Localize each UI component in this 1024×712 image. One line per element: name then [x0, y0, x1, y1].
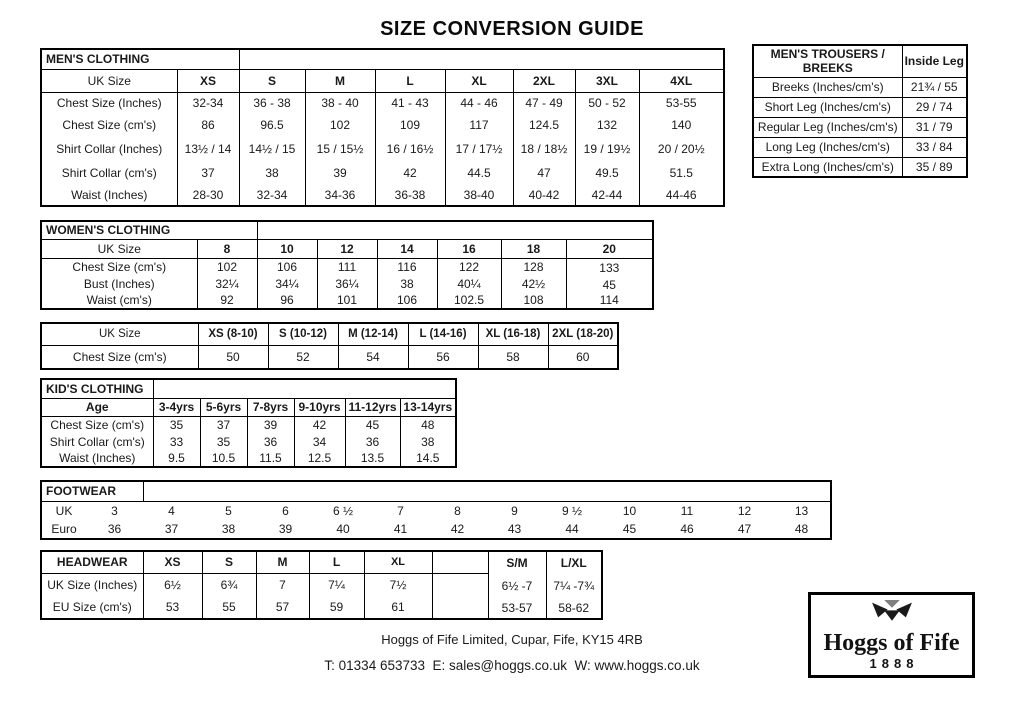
- row-label: UK Size: [41, 239, 197, 258]
- cell-value: 12.5: [294, 450, 345, 467]
- womens-letter-sizes-table: [40, 322, 619, 370]
- cell-value: 37: [177, 162, 239, 184]
- cell-value: L: [309, 551, 364, 573]
- cell-value: 32¼: [197, 275, 257, 292]
- cell-value: 44-46: [639, 184, 724, 206]
- cell-value: 40¼: [437, 275, 501, 292]
- row-label: Shirt Collar (cm's): [61, 166, 157, 180]
- cell-value: 41: [393, 522, 408, 536]
- cell-value: 101: [317, 292, 377, 309]
- cell-value: 96.5: [239, 114, 305, 136]
- cell-value: 38-40: [445, 184, 513, 206]
- cell-value: 10: [622, 503, 637, 518]
- cell-value: 92: [197, 292, 257, 309]
- cell-value: 109: [375, 114, 445, 136]
- cell-value: 55: [202, 596, 256, 619]
- cell-value: [432, 573, 488, 596]
- row-label: Shirt Collar (cm's): [49, 434, 145, 449]
- cell-value: 102: [197, 258, 257, 275]
- cell-value: 34-36: [305, 184, 375, 206]
- cell-value: 14½ / 15: [239, 136, 305, 162]
- cell-value: 7¼: [309, 573, 364, 596]
- row-label: Regular Leg (Inches/cm's): [753, 117, 902, 137]
- cell-value: 36: [247, 433, 294, 450]
- cell-value: 7½: [364, 573, 432, 596]
- cell-value: L (14-16): [408, 323, 478, 345]
- row-label: Chest Size (cm's): [72, 349, 167, 364]
- row-label: Breeks (Inches/cm's): [753, 77, 902, 97]
- cell-value: 18 / 18½: [513, 136, 575, 162]
- kids-clothing-table: [40, 378, 457, 468]
- cell-value: 6 ½: [332, 503, 353, 518]
- cell-value: 10: [257, 239, 317, 258]
- cell-value: L/XL: [546, 551, 602, 573]
- hoggs-crest-icon: [866, 600, 918, 626]
- cell-value: 32-34: [239, 184, 305, 206]
- cell-value: 12: [737, 503, 752, 518]
- cell-value: 35 / 89: [902, 157, 967, 177]
- cell-value: 49.5: [575, 162, 639, 184]
- row-label: UK Size (Inches): [47, 577, 138, 592]
- cell-value: 37: [200, 416, 247, 433]
- cell-value: 9 ½: [561, 503, 582, 518]
- cell-value: 42: [294, 416, 345, 433]
- cell-value: 86: [177, 114, 239, 136]
- logo-name: Hoggs of Fife: [823, 630, 960, 656]
- cell-value: 44.5: [445, 162, 513, 184]
- cell-value: 42-44: [575, 184, 639, 206]
- cell-value: 6¾: [202, 573, 256, 596]
- cell-value: 19 / 19½: [575, 136, 639, 162]
- cell-value: 59: [309, 596, 364, 619]
- cell-value: 7: [397, 503, 404, 518]
- row-label: Bust (Inches): [83, 276, 155, 291]
- cell-value: 52: [268, 345, 338, 369]
- cell-value: S/M: [488, 551, 546, 573]
- cell-value: 11-12yrs: [345, 398, 400, 416]
- cell-value: 51.5: [639, 162, 724, 184]
- cell-value: 18: [501, 239, 566, 258]
- cell-value: 53-55: [639, 92, 724, 114]
- cell-value: 47 - 49: [513, 92, 575, 114]
- cell-value: 8: [197, 239, 257, 258]
- cell-value: 58-62: [546, 596, 602, 619]
- row-label: Shirt Collar (Inches): [56, 142, 163, 156]
- cell-value: 45: [622, 522, 637, 536]
- cell-value: 46: [680, 522, 694, 536]
- cell-value: 53-57: [488, 596, 546, 619]
- cell-value: 3: [111, 503, 118, 518]
- cell-value: 5: [225, 503, 232, 518]
- cell-value: 17 / 17½: [445, 136, 513, 162]
- cell-value: 114: [566, 292, 653, 309]
- cell-value: 13½ / 14: [177, 136, 239, 162]
- title-filler: [239, 49, 724, 69]
- cell-value: 13.5: [345, 450, 400, 467]
- cell-value: 47: [513, 162, 575, 184]
- cell-value: 58: [478, 345, 548, 369]
- cell-value: [432, 596, 488, 619]
- row-label: HEADWEAR: [41, 551, 143, 573]
- cell-value: 7: [256, 573, 309, 596]
- row-label: Waist (Inches): [71, 187, 148, 202]
- cell-value: 12: [317, 239, 377, 258]
- cell-value: 128: [501, 258, 566, 275]
- cell-value: 2XL: [513, 69, 575, 92]
- row-label: Long Leg (Inches/cm's): [753, 137, 902, 157]
- cell-value: 42: [450, 522, 465, 536]
- cell-value: 40-42: [513, 184, 575, 206]
- cell-value: [432, 551, 488, 573]
- cell-value: 47: [737, 522, 752, 536]
- cell-value: 61: [364, 596, 432, 619]
- cell-value: 57: [256, 596, 309, 619]
- cell-value: 35: [153, 416, 200, 433]
- row-label: Chest Size (Inches): [56, 96, 162, 111]
- row-label: EU Size (cm's): [52, 600, 132, 614]
- cell-value: 34¼: [257, 275, 317, 292]
- cell-value: 96: [257, 292, 317, 309]
- cell-value: 38: [400, 433, 456, 450]
- cell-value: 33: [153, 433, 200, 450]
- cell-value: XS: [177, 69, 239, 92]
- cell-value: 38 - 40: [305, 92, 375, 114]
- cell-value: 132: [575, 114, 639, 136]
- cell-value: 11: [680, 503, 694, 518]
- cell-value: 102: [305, 114, 375, 136]
- cell-value: 44 - 46: [445, 92, 513, 114]
- row-label: UK Size: [41, 323, 198, 345]
- cell-value: 106: [257, 258, 317, 275]
- cell-value: 48: [794, 522, 809, 536]
- cell-value: XL: [445, 69, 513, 92]
- row-label: MEN'S TROUSERS / BREEKS: [753, 45, 902, 77]
- title-filler: [143, 481, 831, 501]
- cell-value: 117: [445, 114, 513, 136]
- cell-value: 20 / 20½: [639, 136, 724, 162]
- footwear-title: FOOTWEAR: [41, 481, 143, 501]
- row-label: Chest Size (cm's): [62, 118, 157, 132]
- cell-value: 14: [377, 239, 437, 258]
- row-label: Euro: [51, 522, 77, 536]
- cell-value: 38: [221, 522, 236, 536]
- cell-value: 4: [168, 503, 175, 518]
- cell-value: S: [202, 551, 256, 573]
- page-title: SIZE CONVERSION GUIDE: [380, 18, 644, 40]
- row-label: Waist (Inches): [59, 451, 136, 465]
- cell-value: 122: [437, 258, 501, 275]
- cell-value: 35: [200, 433, 247, 450]
- cell-value: 50: [198, 345, 268, 369]
- cell-value: M: [256, 551, 309, 573]
- cell-value: 39: [278, 522, 293, 536]
- cell-value: 111: [317, 258, 377, 275]
- womens-clothing-title: WOMEN'S CLOTHING: [41, 221, 257, 239]
- cell-value: 108: [501, 292, 566, 309]
- cell-value: Inside Leg: [902, 45, 967, 77]
- hoggs-of-fife-logo: [808, 592, 975, 678]
- row-label: Extra Long (Inches/cm's): [753, 157, 902, 177]
- cell-value: 44: [565, 522, 579, 536]
- footwear-table: [40, 480, 832, 540]
- cell-value: 4XL: [639, 69, 724, 92]
- cell-value: 40: [336, 522, 350, 536]
- cell-value: 106: [377, 292, 437, 309]
- cell-value: 54: [338, 345, 408, 369]
- cell-value: 45: [345, 416, 400, 433]
- cell-value: 36: [107, 522, 122, 536]
- cell-value: 34: [294, 433, 345, 450]
- cell-value: 60: [548, 345, 618, 369]
- cell-value: 9.5: [153, 450, 200, 467]
- cell-value: XS: [143, 551, 202, 573]
- cell-value: XL: [364, 551, 432, 573]
- cell-value: 13: [794, 503, 809, 518]
- row-label: Chest Size (cm's): [72, 259, 167, 274]
- cell-value: 10.5: [200, 450, 247, 467]
- row-label: Age: [41, 398, 153, 416]
- cell-value: 11.5: [247, 450, 294, 467]
- cell-value: 53: [143, 596, 202, 619]
- cell-value: 116: [377, 258, 437, 275]
- cell-value: S: [239, 69, 305, 92]
- cell-value: 36-38: [375, 184, 445, 206]
- footer-address: Hoggs of Fife Limited, Cupar, Fife, KY15 4RB: [381, 632, 643, 647]
- cell-value: 124.5: [513, 114, 575, 136]
- kids-clothing-title: KID'S CLOTHING: [41, 379, 153, 398]
- cell-value: 133: [566, 258, 653, 275]
- cell-value: 9-10yrs: [294, 398, 345, 416]
- cell-value: M (12-14): [338, 323, 408, 345]
- cell-value: 48: [400, 416, 456, 433]
- cell-value: 28-30: [177, 184, 239, 206]
- row-label: UK Size: [41, 69, 177, 92]
- mens-trousers-table: [752, 44, 968, 178]
- cell-value: 37: [164, 522, 179, 536]
- cell-value: 36: [345, 433, 400, 450]
- cell-value: 13-14yrs: [400, 398, 456, 416]
- cell-value: 39: [305, 162, 375, 184]
- cell-value: 41 - 43: [375, 92, 445, 114]
- cell-value: 39: [247, 416, 294, 433]
- cell-value: 6½ -7: [488, 573, 546, 596]
- cell-value: 38: [377, 275, 437, 292]
- cell-value: 29 / 74: [902, 97, 967, 117]
- cell-value: 33 / 84: [902, 137, 967, 157]
- cell-value: 9: [511, 503, 518, 518]
- title-filler: [153, 379, 456, 398]
- cell-value: 45: [566, 275, 653, 292]
- cell-value: 2XL (18-20): [548, 323, 618, 345]
- cell-value: 50 - 52: [575, 92, 639, 114]
- cell-value: 15 / 15½: [305, 136, 375, 162]
- mens-clothing-table: [40, 48, 725, 207]
- row-label: UK: [55, 503, 73, 518]
- footer-contact: T: 01334 653733 E: sales@hoggs.co.uk W: www.hoggs.co.uk: [324, 658, 700, 673]
- cell-value: 5-6yrs: [200, 398, 247, 416]
- row-label: Chest Size (cm's): [50, 417, 145, 432]
- cell-value: 21¾ / 55: [902, 77, 967, 97]
- cell-value: 3-4yrs: [153, 398, 200, 416]
- cell-value: S (10-12): [268, 323, 338, 345]
- cell-value: 14.5: [400, 450, 456, 467]
- logo-year: 1888: [869, 656, 919, 671]
- cell-value: 16 / 16½: [375, 136, 445, 162]
- cell-value: 8: [454, 503, 461, 518]
- cell-value: XL (16-18): [478, 323, 548, 345]
- womens-clothing-table: [40, 220, 654, 310]
- cell-value: 6: [282, 503, 289, 518]
- cell-value: 6½: [143, 573, 202, 596]
- cell-value: L: [375, 69, 445, 92]
- cell-value: 36 - 38: [239, 92, 305, 114]
- cell-value: 7¼ -7¾: [546, 573, 602, 596]
- cell-value: 16: [437, 239, 501, 258]
- cell-value: 56: [408, 345, 478, 369]
- cell-value: 42½: [501, 275, 566, 292]
- row-label: Waist (cm's): [86, 293, 152, 307]
- cell-value: XS (8-10): [198, 323, 268, 345]
- row-label: Short Leg (Inches/cm's): [753, 97, 902, 117]
- cell-value: 36¼: [317, 275, 377, 292]
- cell-value: 140: [639, 114, 724, 136]
- headwear-table: [40, 550, 603, 620]
- cell-value: 102.5: [437, 292, 501, 309]
- cell-value: 20: [566, 239, 653, 258]
- cell-value: 38: [239, 162, 305, 184]
- cell-value: 31 / 79: [902, 117, 967, 137]
- cell-value: 42: [375, 162, 445, 184]
- cell-value: 3XL: [575, 69, 639, 92]
- mens-clothing-title: MEN'S CLOTHING: [41, 49, 239, 69]
- cell-value: 43: [507, 522, 522, 536]
- cell-value: M: [305, 69, 375, 92]
- title-filler: [257, 221, 653, 239]
- cell-value: 7-8yrs: [247, 398, 294, 416]
- cell-value: 32-34: [177, 92, 239, 114]
